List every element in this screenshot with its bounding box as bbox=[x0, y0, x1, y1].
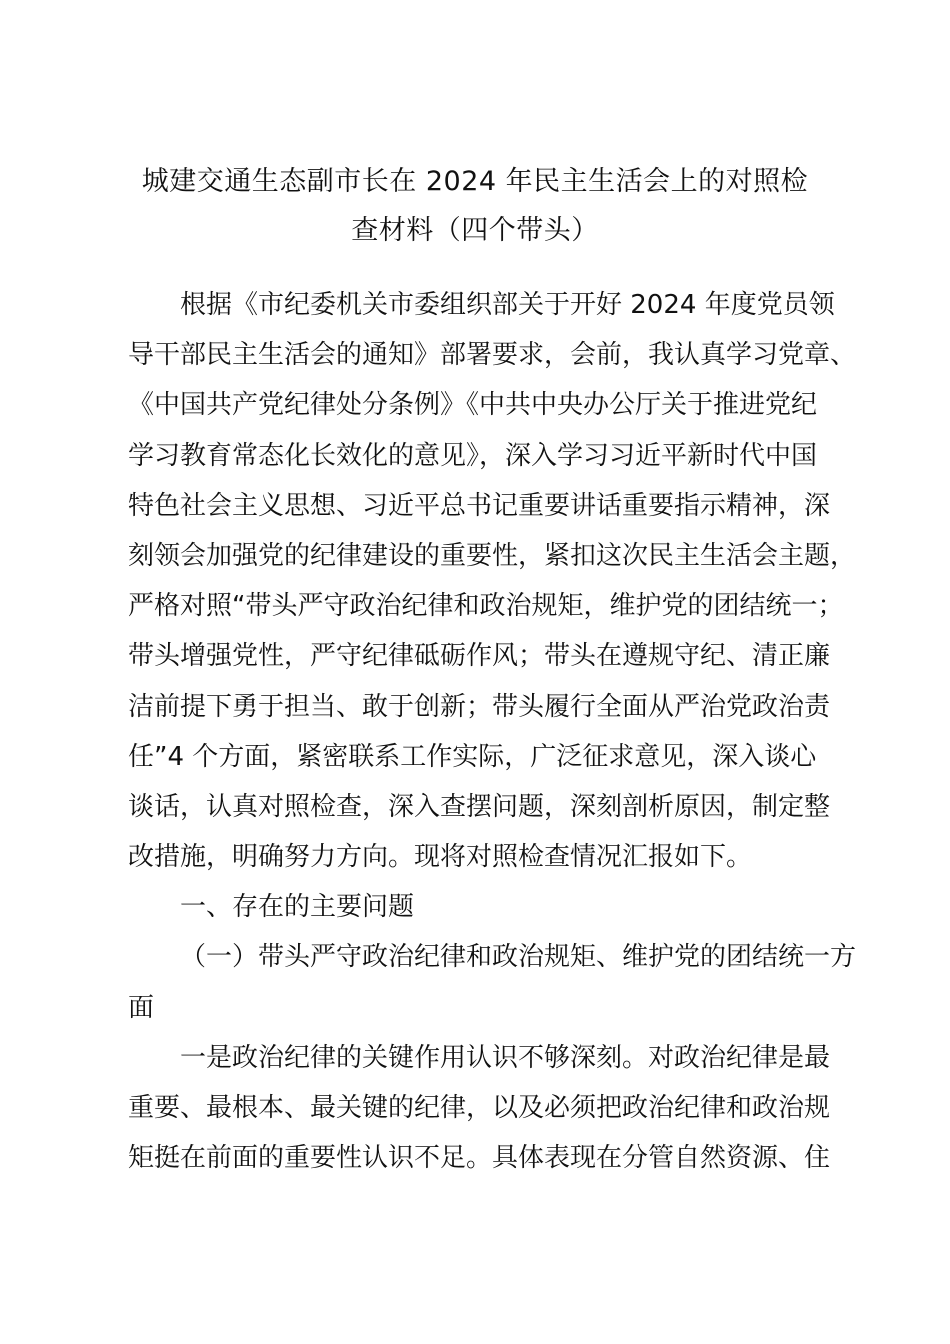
intro-paragraph bbox=[128, 280, 857, 882]
heading-line: （一）带头严守政治纪律和政治规矩、维护党的团结统一方 bbox=[180, 942, 857, 973]
title-line: 城建交通生态副市长在 2024 年民主生活会上的对照检 bbox=[141, 166, 809, 197]
paragraph-line: 导干部民主生活会的通知》部署要求，会前，我认真学习党章、 bbox=[128, 340, 857, 371]
paragraph-line: 严格对照“带头严守政治纪律和政治规矩，维护党的团结统一； bbox=[128, 591, 844, 622]
paragraph-line: 刻领会加强党的纪律建设的重要性，紧扣这次民主生活会主题， bbox=[128, 540, 857, 571]
paragraph-line: 学习教育常态化长效化的意见》，深入学习习近平新时代中国 bbox=[128, 440, 818, 471]
paragraph-line: 《中国共产党纪律处分条例》《中共中央办公厅关于推进党纪 bbox=[128, 390, 818, 421]
body-paragraph bbox=[128, 1033, 840, 1184]
paragraph-line: 任”4 个方面，紧密联系工作实际，广泛征求意见，深入谈心 bbox=[128, 741, 817, 772]
paragraph-line: 改措施，明确努力方向。现将对照检查情况汇报如下。 bbox=[128, 842, 753, 873]
paragraph-line: 一是政治纪律的关键作用认识不够深刻。对政治纪律是最 bbox=[180, 1042, 831, 1073]
paragraph-line: 重要、最根本、最关键的纪律，以及必须把政治纪律和政治规 bbox=[128, 1093, 831, 1123]
paragraph-line: 特色社会主义思想、习近平总书记重要讲话重要指示精神，深 bbox=[128, 490, 831, 521]
section-heading bbox=[128, 882, 840, 932]
paragraph-line: 带头增强党性，严守纪律砥砺作风；带头在遵规守纪、清正廉 bbox=[128, 641, 831, 672]
paragraph-line: 根据《市纪委机关市委组织部关于开好 2024 年度党员领 bbox=[180, 290, 835, 320]
heading-line: 面 bbox=[128, 992, 155, 1023]
document-body bbox=[128, 280, 857, 1183]
subsection-heading bbox=[128, 932, 857, 1032]
paragraph-line: 矩挺在前面的重要性认识不足。具体表现在分管自然资源、住 bbox=[128, 1143, 831, 1174]
paragraph-line: 谈话，认真对照检查，深入查摆问题，深刻剖析原因，制定整 bbox=[128, 791, 831, 822]
document-title bbox=[120, 157, 830, 255]
title-line: 查材料（四个带头） bbox=[351, 215, 599, 246]
paragraph-line: 洁前提下勇于担当、敢于创新；带头履行全面从严治党政治责 bbox=[128, 691, 831, 722]
heading-line: 一、存在的主要问题 bbox=[180, 892, 415, 923]
